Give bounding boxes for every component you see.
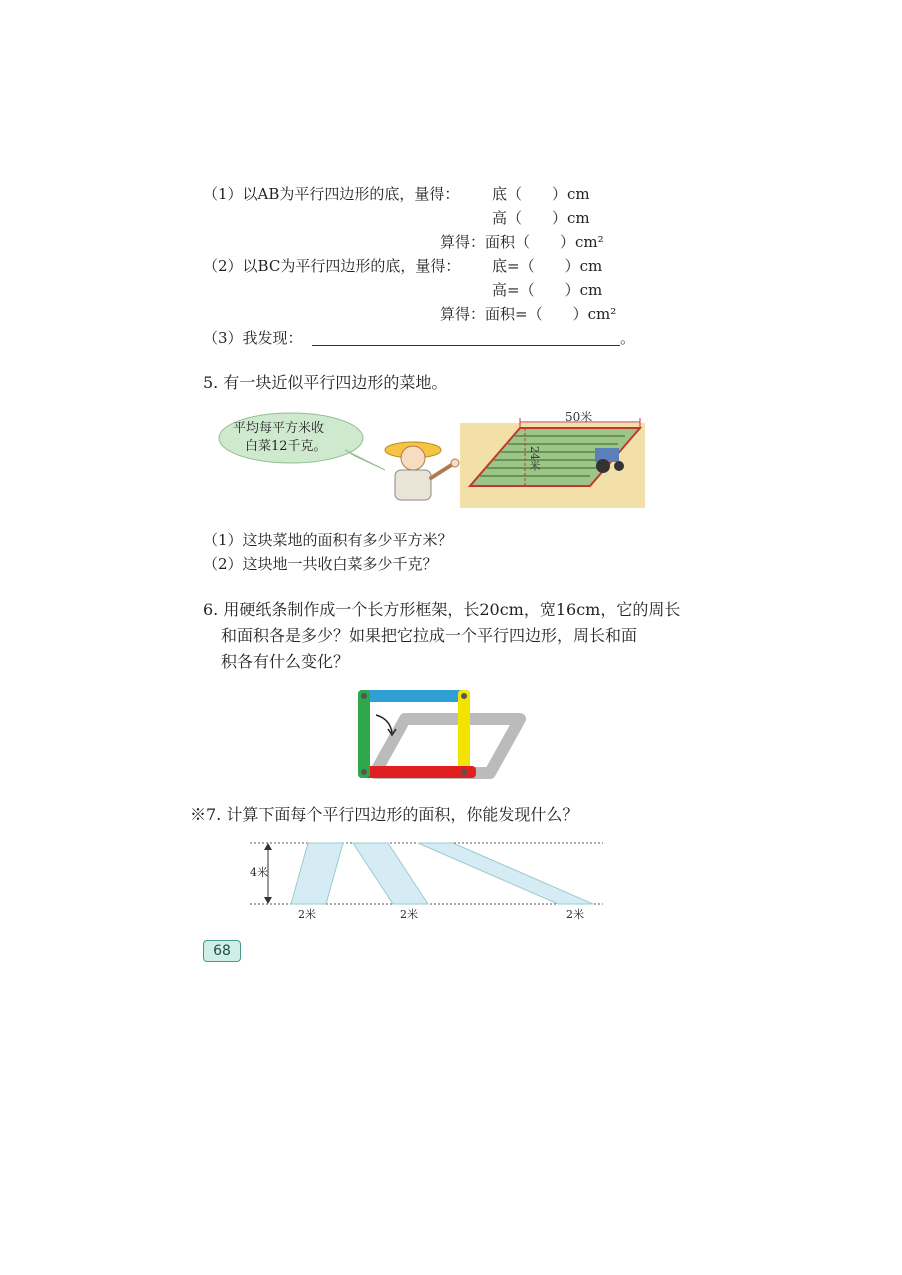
q6-line1: 6. 用硬纸条制作成一个长方形框架，长20cm，宽16cm，它的周长 bbox=[203, 600, 681, 619]
q7-diagram bbox=[248, 838, 608, 924]
q5-illustration bbox=[215, 408, 645, 508]
speech-bubble-tail bbox=[345, 450, 385, 470]
q6-frame-diagram bbox=[350, 685, 530, 785]
q7-base-label-1: 2米 bbox=[298, 908, 316, 921]
parallelogram-2 bbox=[353, 843, 428, 904]
parallelogram-3 bbox=[418, 843, 593, 904]
q6-line2: 和面积各是多少？如果把它拉成一个平行四边形，周长和面 bbox=[221, 626, 638, 645]
frame-right-yellow bbox=[458, 690, 470, 778]
part1-line3-end: 。 bbox=[620, 329, 636, 347]
field-height-label: 24米 bbox=[528, 446, 541, 471]
q5-sub1: （1）这块菜地的面积有多少平方米？ bbox=[203, 531, 453, 549]
answer-blank-line[interactable] bbox=[312, 345, 620, 346]
q6-line3: 积各有什么变化？ bbox=[221, 652, 350, 671]
q5-title: 5. 有一块近似平行四边形的菜地。 bbox=[203, 373, 448, 392]
page-number-badge: 68 bbox=[203, 940, 241, 962]
q7-base-label-3: 2米 bbox=[566, 908, 584, 921]
part1-line1-prefix: （1）以AB为平行四边形的底，量得： bbox=[203, 185, 460, 203]
grey-parallelogram-frame bbox=[375, 719, 520, 773]
q5-sub2: （2）这块地一共收白菜多少千克？ bbox=[203, 555, 438, 573]
part1-line1-area: 算得：面积（ ）cm² bbox=[440, 233, 604, 251]
part1-line2-base: 底=（ ）cm bbox=[492, 257, 603, 275]
q7-base-label-2: 2米 bbox=[400, 908, 418, 921]
farmer-figure bbox=[385, 442, 459, 500]
q7-title: ※7. 计算下面每个平行四边形的面积，你能发现什么？ bbox=[190, 805, 579, 824]
frame-bottom-red bbox=[358, 766, 476, 778]
field-width-label: 50米 bbox=[565, 410, 593, 424]
parallelogram-1 bbox=[291, 843, 343, 904]
part1-line2-height: 高=（ ）cm bbox=[492, 281, 603, 299]
frame-left-green bbox=[358, 690, 370, 778]
part1-line1-height: 高（ ）cm bbox=[492, 209, 590, 227]
bubble-text-line2: 白菜12千克。 bbox=[245, 439, 327, 454]
part1-line2-prefix: （2）以BC为平行四边形的底，量得： bbox=[203, 257, 461, 275]
q7-height-label: 4米 bbox=[250, 866, 268, 879]
bubble-text-line1: 平均每平方米收 bbox=[233, 421, 325, 436]
part1-line3-prefix: （3）我发现： bbox=[203, 329, 303, 347]
part1-line1-base: 底（ ）cm bbox=[492, 185, 590, 203]
frame-svg bbox=[350, 685, 530, 785]
part1-line2-area: 算得：面积=（ ）cm² bbox=[440, 305, 617, 323]
frame-top-blue bbox=[358, 690, 470, 702]
